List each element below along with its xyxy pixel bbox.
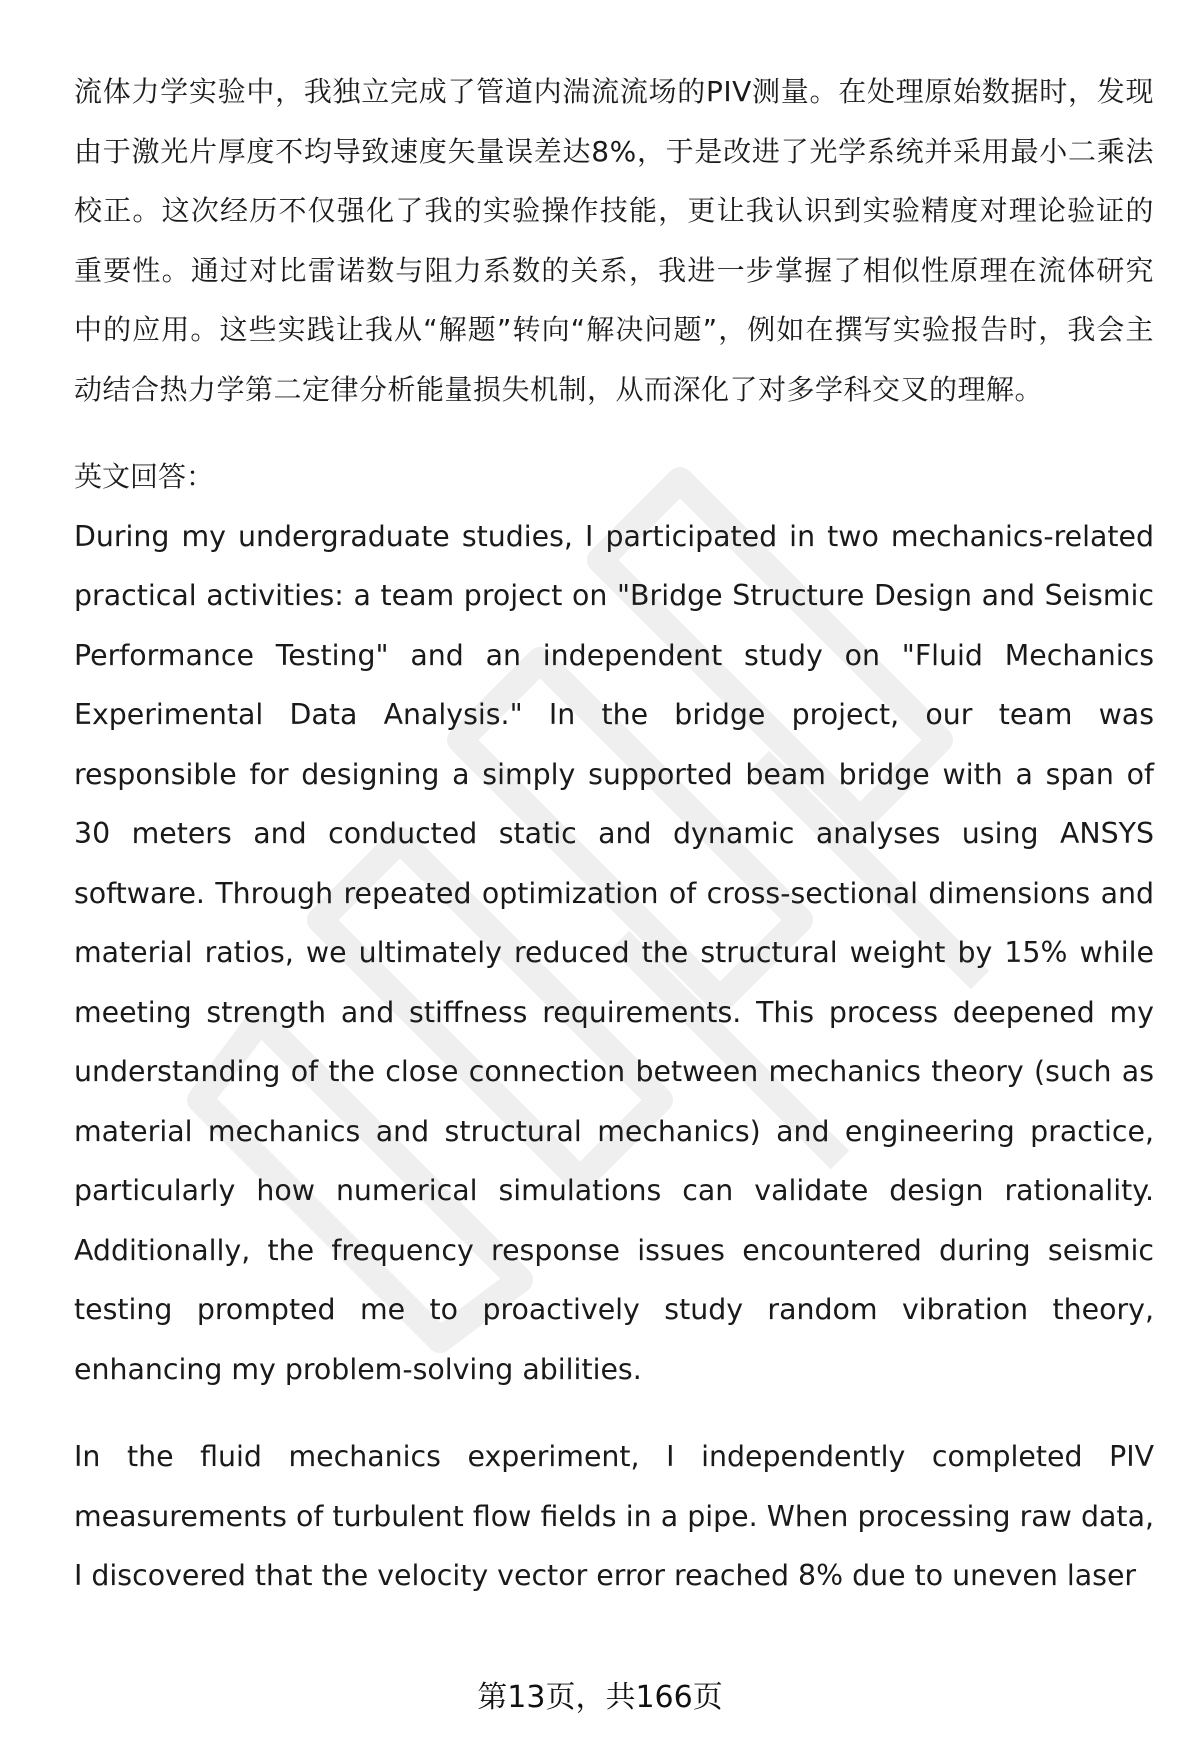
english-answer-label: 英文回答： [74, 460, 215, 493]
document-page [74, 62, 1154, 1606]
page-number-footer: 第13页，共166页 [477, 1680, 723, 1715]
english-paragraph-1: During my undergraduate studies, I participated in two mechanics-related practical activities: a team project on "Bridge Structure Design and Seismic Performance Testing" and an independent study on "Fluid Mechanics Experimental Data Analysis." In the bridge project, our team was responsible for designing a simply supported beam bridge with a span of 30 meters and conducted static and dynamic analyses using ANSYS software. Through repeated optimization of cross-sectional dimensions and material ratios, we ultimately reduced the structural weight by 15% while meeting strength and stiffness requirements. This process deepened my understanding of the close connection between mechanics theory (such as material mechanics and structural mechanics) and engineering practice, particularly how numerical simulations can validate design rationality. Additionally, the frequency response issues encountered during seismic testing prompted me to proactively study random vibration theory, enhancing my problem-solving abilities. [74, 519, 1154, 1386]
chinese-paragraph: 流体力学实验中，我独立完成了管道内湍流流场的PIV测量。在处理原始数据时，发现由于激光片厚度不均导致速度矢量误差达8%，于是改进了光学系统并采用最小二乘法校正。这次经历不仅强化了我的实验操作技能，更让我认识到实验精度对理论验证的重要性。通过对比雷诺数与阻力系数的关系，我进一步掌握了相似性原理在流体研究中的应用。这些实践让我从“解题”转向“解决问题”，例如在撰写实验报告时，我会主动结合热力学第二定律分析能量损失机制，从而深化了对多学科交叉的理解。 [74, 75, 1154, 406]
english-paragraph-2: In the fluid mechanics experiment, I independently completed PIV measurements of turbulent flow fields in a pipe. When processing raw data, I discovered that the velocity vector error reached 8% due to uneven laser [74, 1440, 1154, 1592]
